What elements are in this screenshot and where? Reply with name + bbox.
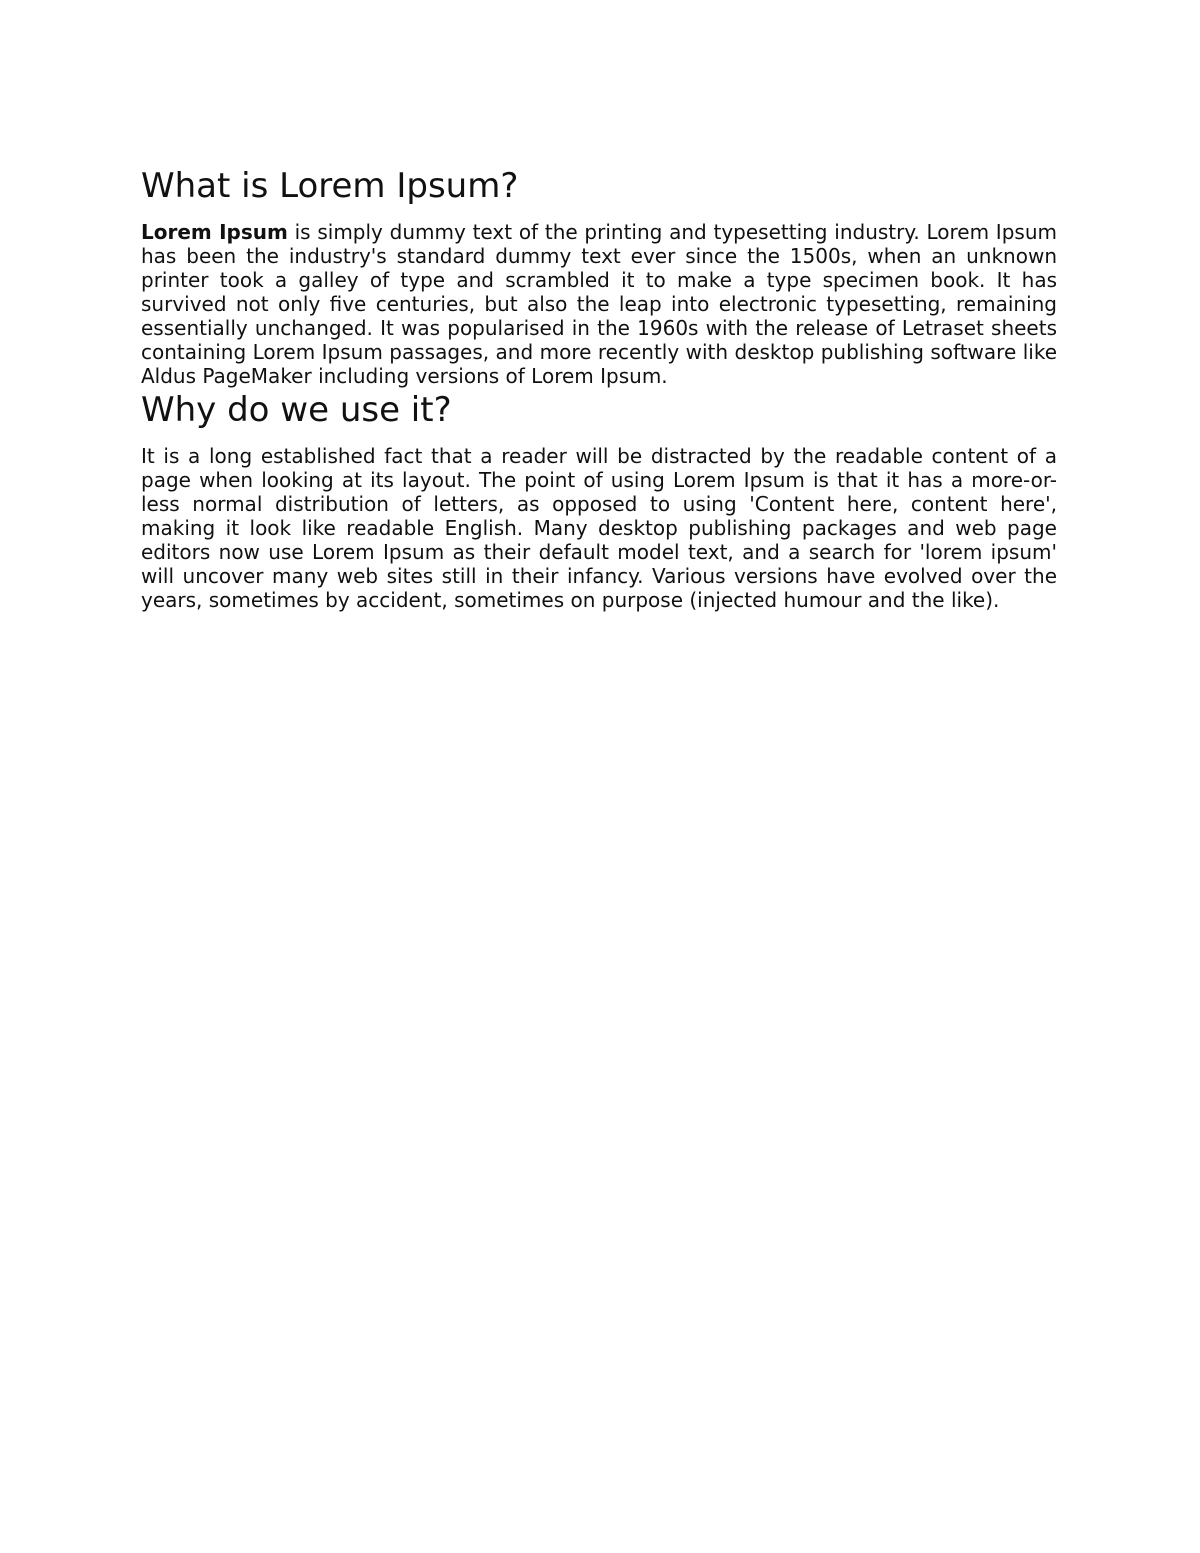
section-heading-why-do-we-use-it: Why do we use it? [141,390,452,430]
paragraph-text: It is a long established fact that a reader will be distracted by the readable content of a page when looking at its layout. The point of using Lorem Ipsum is that it has a more-or-less normal distribution of letters, as opposed to using 'Content here, content here', making it look like readable English. Many desktop publishing packages and web page editors now use Lorem Ipsum as their default model text, and a search for 'lorem ipsum' will uncover many web sites still in their infancy. Various versions have evolved over the years, sometimes by accident, sometimes on purpose (injected humour and the like). [141,444,1057,612]
paragraph-text: is simply dummy text of the printing and typesetting industry. Lorem Ipsum has been the industry's standard dummy text ever since the 1500s, when an unknown printer took a galley of type and scrambled it to make a type specimen book. It has survived not only five centuries, but also the leap into electronic typesetting, remaining essentially unchanged. It was popularised in the 1960s with the release of Letraset sheets containing Lorem Ipsum passages, and more recently with desktop publishing software like Aldus PageMaker including versions of Lorem Ipsum. [141,220,1057,388]
bold-term: Lorem Ipsum [141,220,288,244]
section-paragraph-why-do-we-use-it [141,444,1057,612]
document-page [141,160,1057,612]
section-paragraph-what-is-lorem-ipsum [141,220,1057,388]
section-heading-what-is-lorem-ipsum: What is Lorem Ipsum? [141,166,519,206]
